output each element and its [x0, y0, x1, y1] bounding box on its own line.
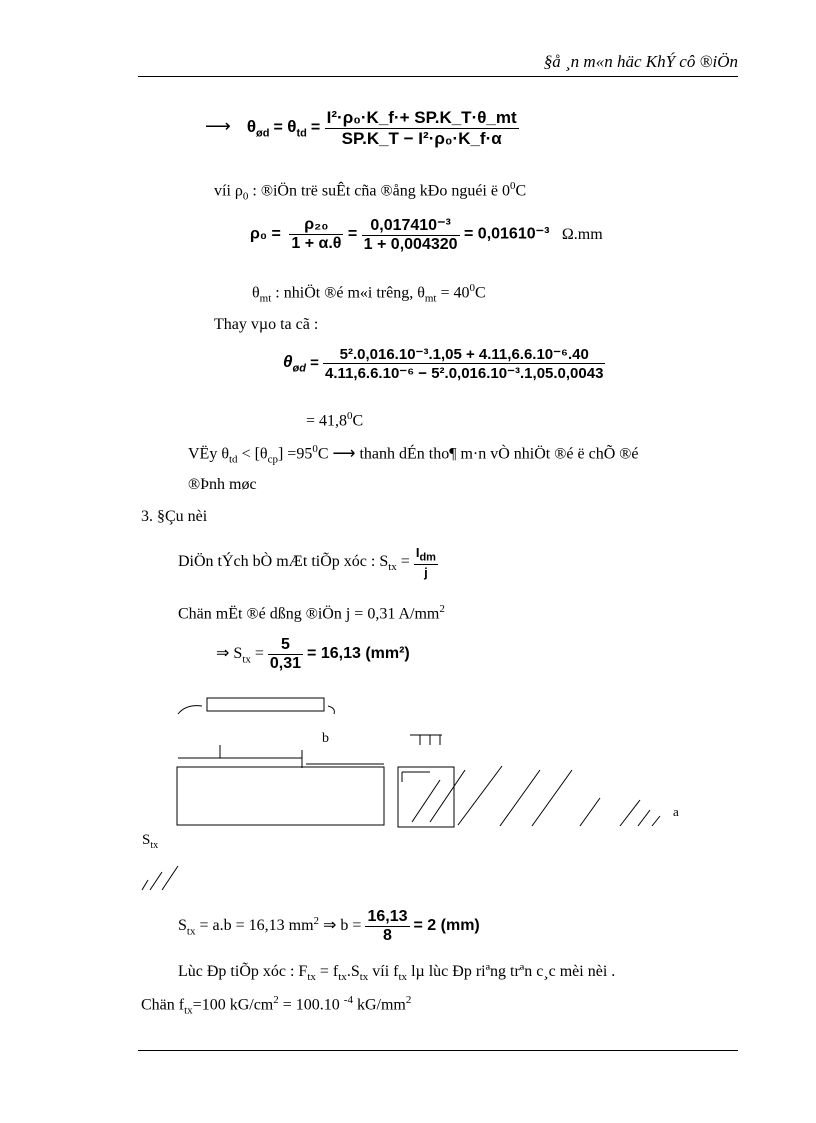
equation-substituted: $\theta_{ød}$ = $\frac{\text{5².0,016.10⁻³.1,05 + 4.11,6.6.10⁻⁶.40}}{\text{4.11,6.6.10⁻⁶ − 5².0,016.10⁻³.1,05.0,0043}}$	[283, 346, 604, 382]
deg-sup: 0	[509, 180, 516, 192]
top-bar-rect	[207, 698, 324, 711]
implies-icon: ⇒	[216, 645, 230, 663]
contact-area-definition: DiÖn tÝch bÒ mÆt tiÕp xóc : $S_{tx}$ = $\frac{I_{dm}}{j}$	[178, 545, 436, 580]
equation-1-fraction	[325, 108, 519, 149]
theta-symbol: θ	[246, 117, 257, 137]
theta-sub: ød	[256, 127, 270, 140]
eq2-f1-num: ρ₂₀	[289, 216, 343, 235]
rho0-lhs: ρ₀ =	[250, 225, 281, 243]
break-line	[178, 706, 202, 714]
conclusion-line-1: VËy $\theta_{td} < [\theta_{cp}] =95^0C$ ⟶ thanh dÉn tho¶ m·n vÒ nhiÖt ®é ë chÕ ®é	[188, 443, 639, 466]
equation-theta-od: ⟶ $\theta_{ød} = \theta_{td}$ = $\frac{\text{I²·ρ₀·K\_f·+ SP.K\_T·θ\_mt}}{\text{SP.K\_T − I²·ρ₀·K\_f·α}}$	[205, 108, 517, 148]
arrow-icon: ⟶	[205, 116, 231, 137]
unit-c: C	[515, 182, 527, 200]
theta-td-symbol: θ	[287, 117, 297, 137]
rho0-definition	[214, 180, 526, 203]
conclusion-line-2: ®Þnh møc	[188, 476, 257, 493]
eq2-unit: Ω.mm	[561, 225, 603, 243]
footer-rule	[138, 1050, 738, 1051]
contact-force-line-1: Lùc Ðp tiÕp xóc : $F_{tx} = f_{tx}.S_{tx}$ víi $f_{tx}$ lµ lùc Ðp riªng trªn c¸c mèi nèi .	[178, 963, 616, 984]
eq3-denominator: 4.11,6.6.10⁻⁶ − 5².0,016.10⁻³.1,05.0,0043	[325, 365, 604, 382]
equation-rho0: ρ₀ = $\frac{\text{ρ₂₀}}{1 + \alpha.\theta}$ = $\frac{\text{0,017410⁻³}}{1 + 0,004320}$ = 0,01610⁻³ Ω.mm	[250, 216, 603, 253]
joint-diagram	[130, 690, 690, 900]
label-b: b	[322, 731, 329, 746]
eq1-numerator: I²·ρ₀·K_f·+ SP.K_T·θ_mt	[326, 108, 517, 127]
section-title: 3. §Çu nèi	[141, 508, 208, 525]
eq2-f2-den: 1 + 0,004320	[363, 236, 458, 253]
eq2-f2-num: 0,017410⁻³	[362, 215, 460, 236]
page-header: §å ¸n m«n häc KhÝ cô ®iÖn	[543, 52, 738, 71]
current-density-choice: Chän mËt ®é dßng ®iÖn j = 0,31 $A/mm^2$	[178, 603, 445, 623]
break-line-right	[328, 706, 334, 714]
joint-block	[398, 767, 454, 827]
eq2-f1-den: 1 + α.θ	[291, 235, 342, 252]
eq2-result: = 0,01610⁻³	[464, 225, 550, 243]
label-stx: $S_{tx}$	[142, 832, 159, 851]
eq3-numerator: 5².0,016.10⁻³.1,05 + 4.11,6.6.10⁻⁶.40	[323, 345, 605, 364]
theta-mt-definition: $\theta_{mt}$ : nhiÖt ®é m«i trêng, $\theta_{mt} = 40^0C$	[252, 282, 486, 305]
contact-force-line-2: Chän $f_{tx}=100$ $kG/cm^2 = 100.10$ $^{-4}$ $kG/mm^2$	[141, 994, 412, 1017]
header-rule	[138, 76, 738, 77]
eq1-denominator: SP.K_T − I²·ρ₀·K_f·α	[341, 129, 502, 148]
theta-td-sub: td	[296, 127, 307, 140]
b-calculation: $S_{tx} = a.b = 16,13$ $mm^2$ ⇒ b = $\frac{16,13}{8}$ = 2 (mm)	[178, 908, 480, 944]
rho0-sub: 0	[242, 190, 249, 203]
rho0-text: víi ρ	[214, 182, 243, 200]
equation-result: = $41,8^0C$	[306, 410, 364, 430]
main-block	[177, 767, 384, 825]
substitute-text: Thay vµo ta cã :	[214, 316, 319, 333]
stx-calculation: ⇒ $S_{tx}$ = $\frac{5}{0,31}$ = 16,13 (mm²)	[216, 636, 410, 672]
label-a: a	[673, 804, 679, 819]
rho0-desc: : ®iÖn trë suÊt cña ®ång kÐo nguéi ë 0	[248, 182, 510, 200]
